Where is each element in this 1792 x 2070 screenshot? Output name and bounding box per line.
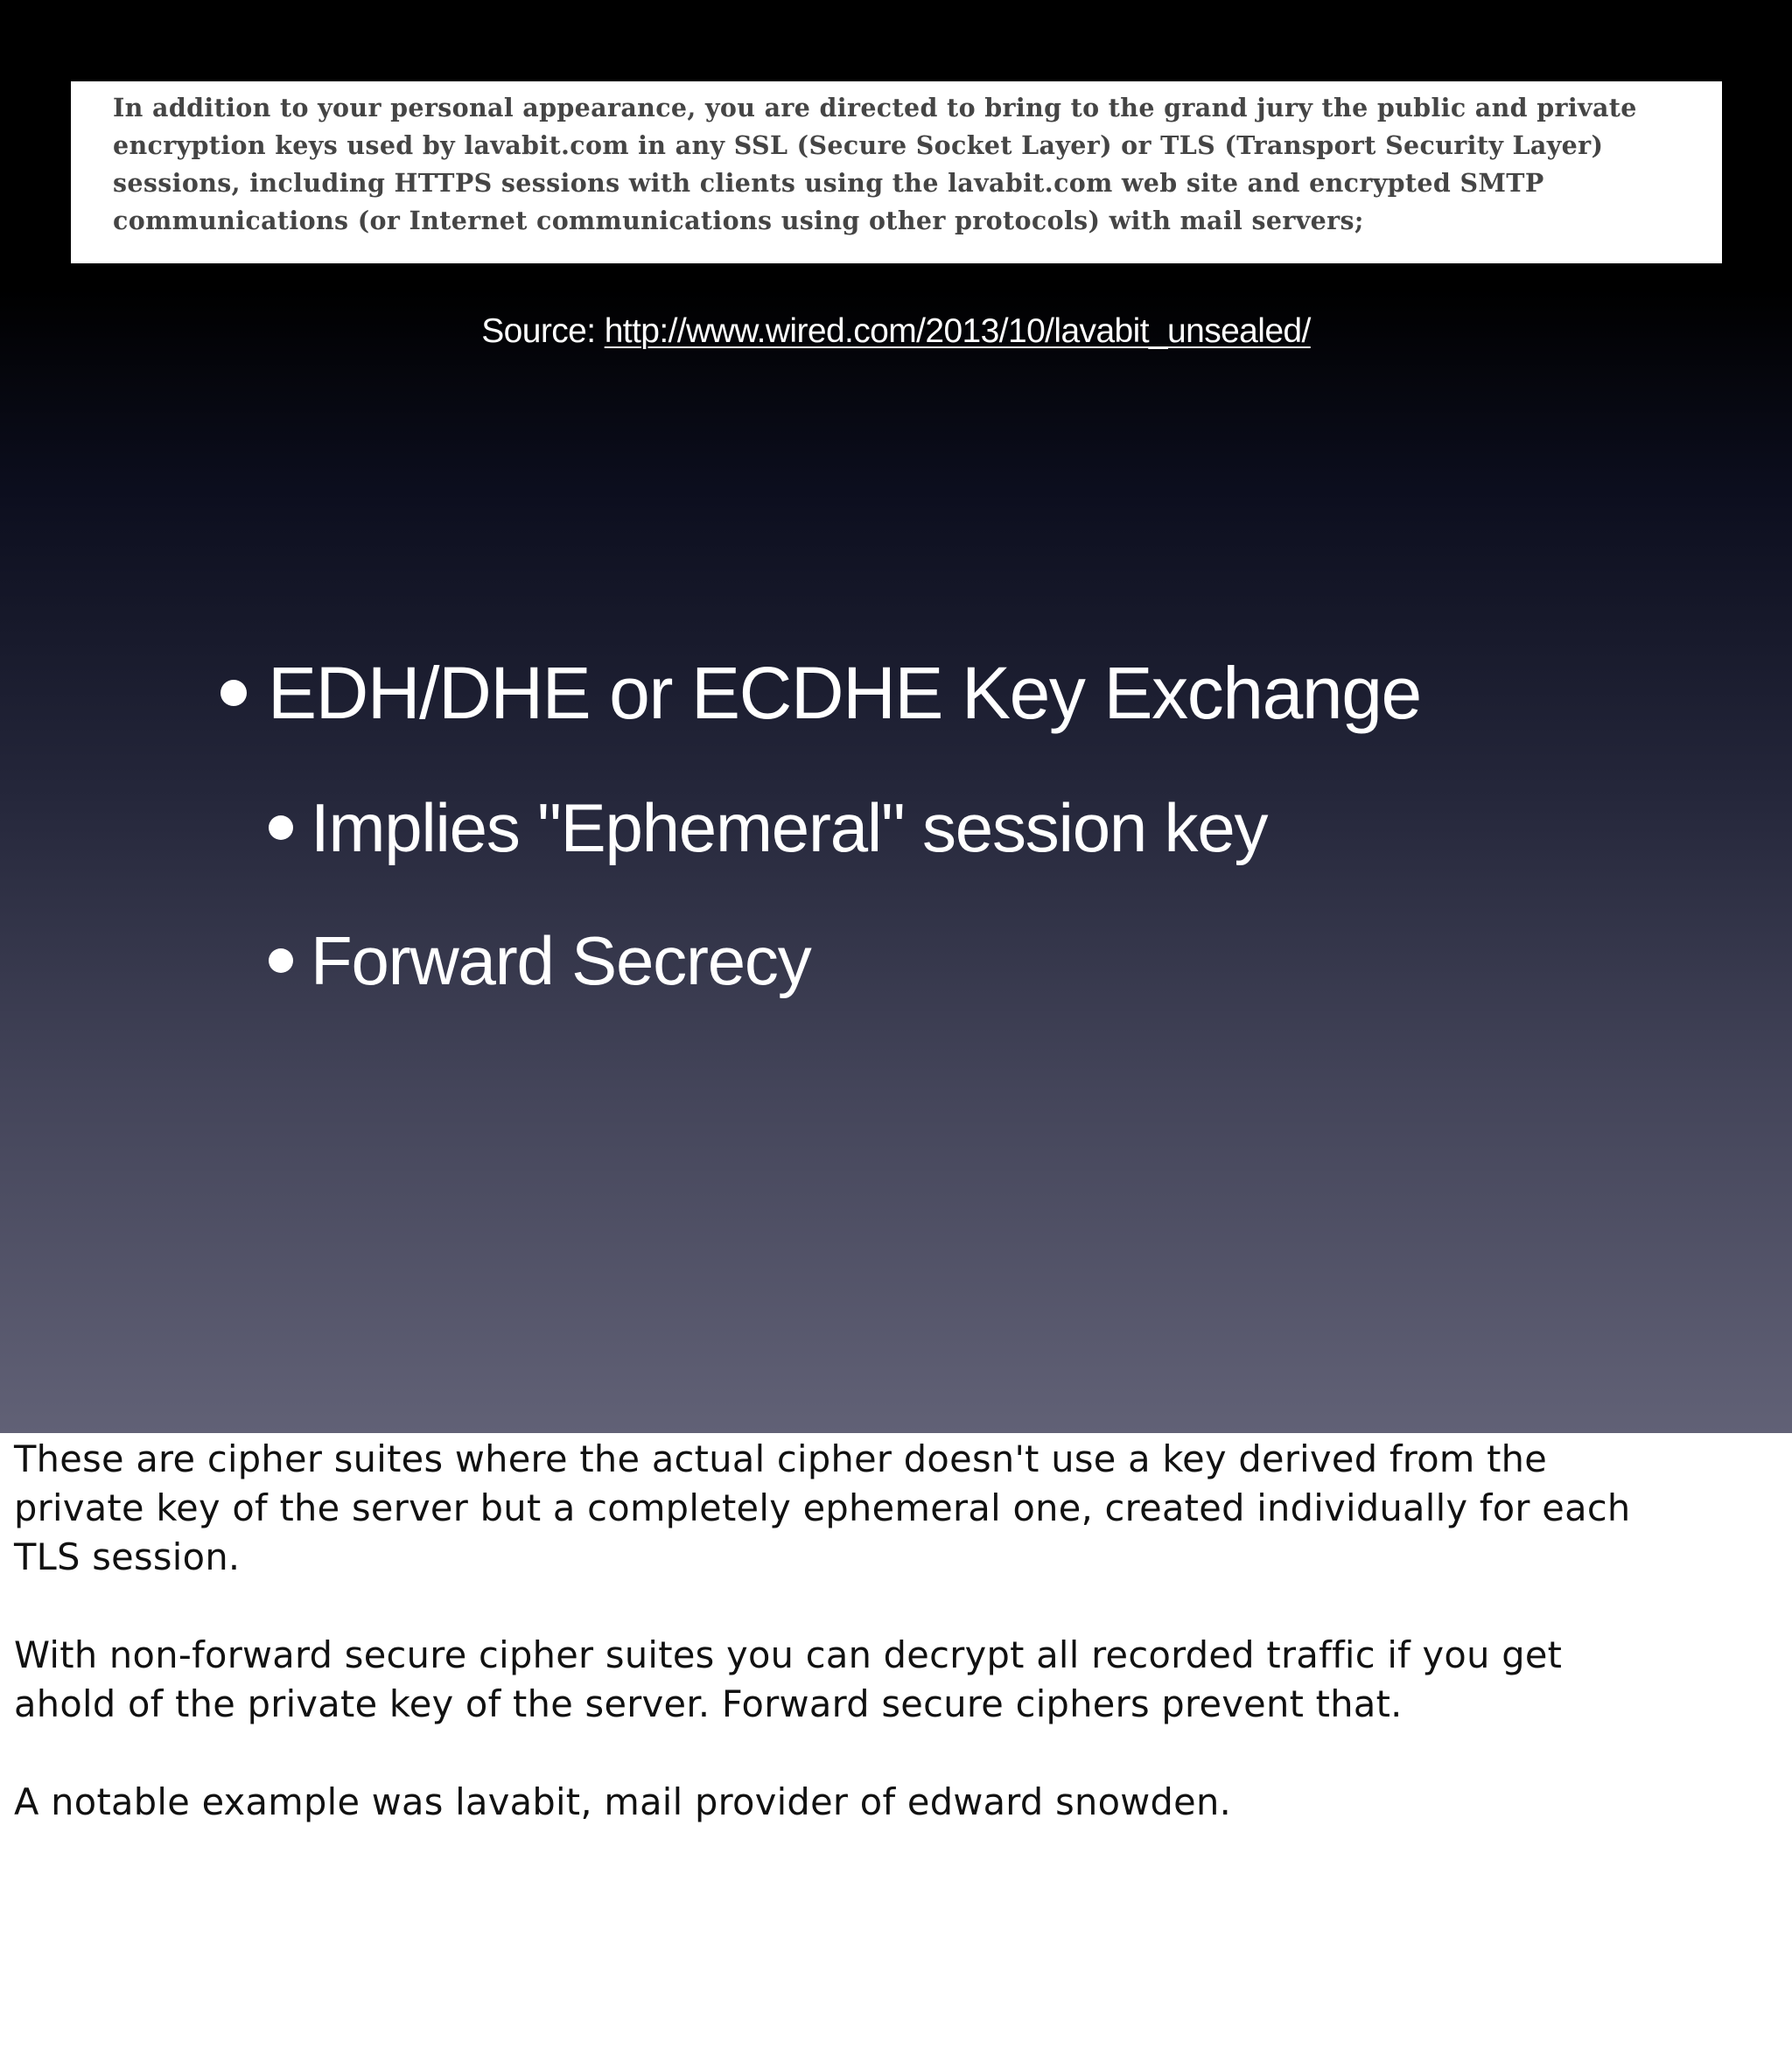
notes-paragraph [14,1435,1778,1582]
notes-line: private key of the server but a completely ephemeral one, created individually for each [14,1486,1631,1529]
source-citation [0,310,1792,353]
bullet-text: Implies "Ephemeral" session key [311,789,1268,866]
source-link[interactable]: http://www.wired.com/2013/10/lavabit_unsealed/ [604,312,1311,350]
sub-bullet-ephemeral [269,786,1267,870]
notes-line: With non-forward secure cipher suites you can decrypt all recorded traffic if you get [14,1633,1563,1676]
excerpt-line: encryption keys used by lavabit.com in any SSL (Secure Socket Layer) or TLS (Transport Security Layer) [113,130,1604,160]
excerpt-line: communications (or Internet communications using other protocols) with mail servers; [113,206,1364,235]
subpoena-excerpt-image [71,81,1722,263]
excerpt-line: In addition to your personal appearance, you are directed to bring to the grand jury the public and private [113,93,1637,122]
notes-paragraph [14,1631,1778,1729]
bullet-dot-icon [269,815,293,840]
notes-line: These are cipher suites where the actual cipher doesn't use a key derived from the [14,1437,1548,1480]
notes-paragraph [14,1778,1778,1827]
notes-line: TLS session. [14,1535,241,1578]
bullet-text: EDH/DHE or ECDHE Key Exchange [268,652,1421,734]
sub-bullet-forward-secrecy [269,919,811,1003]
speaker-notes [14,1435,1778,1876]
notes-line: ahold of the private key of the server. Forward secure ciphers prevent that. [14,1682,1403,1725]
source-label: Source: [481,312,596,350]
bullet-text: Forward Secrecy [311,922,811,999]
excerpt-line: sessions, including HTTPS sessions with clients using the lavabit.com web site and encrypted SMTP [113,168,1544,198]
bullet-key-exchange [220,649,1421,737]
bullet-dot-icon [269,948,293,973]
notes-line: A notable example was lavabit, mail provider of edward snowden. [14,1780,1232,1823]
bullet-dot-icon [220,680,247,706]
